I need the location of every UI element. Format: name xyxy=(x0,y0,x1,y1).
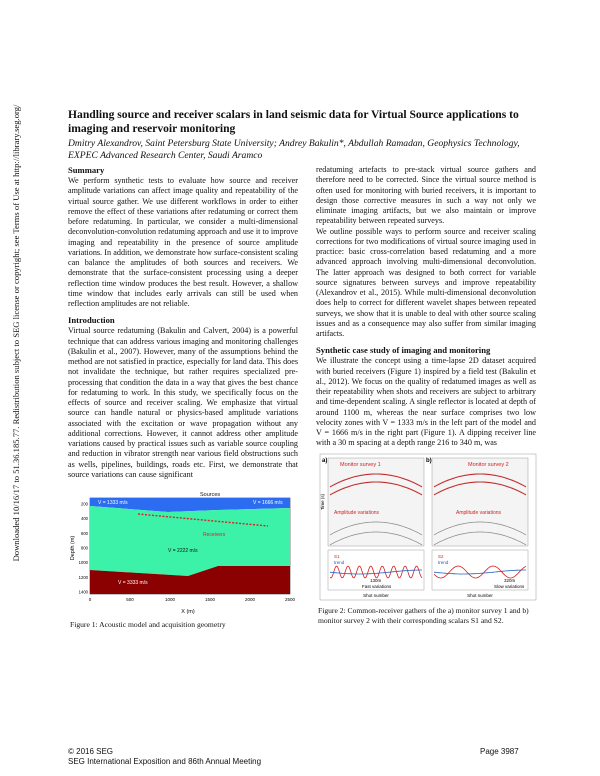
meeting-name: SEG International Exposition and 86th Annual Meeting xyxy=(68,757,262,766)
x-tick-label: 1500 xyxy=(204,597,216,602)
v-left-label: V = 1333 m/s xyxy=(98,500,128,506)
synthetic-heading: Synthetic case study of imaging and monitoring xyxy=(316,345,491,356)
download-notice-text: Downloaded 10/16/17 to 51.36.185.77. Redistribution subject to SEG license or copyright; see Terms of Use at http://library.seg.org/ xyxy=(11,104,21,562)
footer-left xyxy=(68,747,261,767)
figure-1-caption: Figure 1: Acoustic model and acquisition geometry xyxy=(70,620,226,629)
y-axis-label: Depth (m) xyxy=(70,535,76,561)
y-tick-label: 1200 xyxy=(78,574,88,580)
panel-a-label: a) xyxy=(322,458,328,464)
amp-variations-right: Amplitude variations xyxy=(456,510,502,516)
x-tick-label: 1000 xyxy=(164,597,176,602)
x-axis-label: X (m) xyxy=(181,609,195,615)
introduction-text: Virtual source redatuming (Bakulin and Calvert, 2004) is a powerful technique that can address various imaging and monitoring challenges (Bakulin et al., 2007). However, many of the assumptions behind the method are not satisfied in practice, especially for land data. This does not invalidate the technique, but rather requires specialized pre-processing that condition the data in a way that gives the best chance for redatuming to work. In this study, we specifically focus on the effects of source and receiver scaling. We emphasize that virtual source can handle natural or physics-based amplitude variations associated with the excitation or wave propagation without any additional corrections. However, it cannot address other amplitude variations caused by practical issues such as variable source coupling and reduction in vibrator strength near various field obstructions such as wells, pipelines, buildings, roads etc. First, we demonstrate that source variations can cause significant xyxy=(68,326,298,479)
introduction-heading: Introduction xyxy=(68,315,115,326)
legend-s1: S1 xyxy=(334,554,340,559)
fast-distance: 130m xyxy=(370,578,382,583)
legend-trend-left: trend xyxy=(334,560,345,565)
v-bottom-label: V = 3333 m/s xyxy=(118,580,148,586)
y-ticks xyxy=(79,502,89,595)
gather-right-panel xyxy=(432,458,528,546)
monitor-1-title: Monitor survey 1 xyxy=(340,462,381,468)
monitor-2-title: Monitor survey 2 xyxy=(468,462,509,468)
gather-left-panel xyxy=(328,458,424,546)
x-tick-label: 2000 xyxy=(244,597,256,602)
v-mid-label: V = 2222 m/s xyxy=(168,548,198,554)
x-label-left: Shot number xyxy=(363,593,389,598)
summary-heading: Summary xyxy=(68,165,105,175)
left-column xyxy=(68,165,298,480)
x-tick-label: 500 xyxy=(126,597,134,602)
right-paragraph-2: We outline possible ways to perform source and receiver scaling corrections for two modifications of virtual source imaging used in practice: basic cross-correlation based redatuming and a more advanced approach involving multi-dimensional deconvolution. The latter approach was designed to both correct for variable source signatures between surveys and improve repeatability (Alexandrov et al., 2015). While multi-dimensional deconvolution does help to correct for different wavelet shapes between repeated surveys, we show that it is unable to deal with other source scaling issues and as a consequence may also suffer from similar imaging artifacts. xyxy=(316,226,536,338)
middle-layer xyxy=(90,506,290,576)
time-axis-label: Time (s) xyxy=(320,493,325,511)
y-tick-label: 1000 xyxy=(78,560,88,566)
receivers-label: Receivers xyxy=(203,532,226,538)
copyright: © 2016 SEG xyxy=(68,747,114,756)
figure-1-acoustic-model xyxy=(68,492,298,616)
y-tick-label: 600 xyxy=(81,530,88,536)
author-list: Dmitry Alexandrov, Saint Petersburg State University; Andrey Bakulin*, Abdullah Ramadan, Geophysics Technology, EXPEC Advanced Research Center, Saudi Aramco xyxy=(68,138,520,161)
v-right-label: V = 1666 m/s xyxy=(253,500,283,506)
y-tick-label: 200 xyxy=(81,501,88,507)
slow-distance: 320m xyxy=(504,578,516,583)
x-label-right: Shot number xyxy=(467,593,493,598)
y-tick-label: 1400 xyxy=(78,589,88,595)
slow-label: Slow variations xyxy=(494,584,525,589)
x-tick-label: 0 xyxy=(88,597,92,602)
paper-title: Handling source and receiver scalars in land seismic data for Virtual Source applications to imaging and reservoir monitoring xyxy=(68,108,519,135)
summary-text: We perform synthetic tests to evaluate how source and receiver amplitude variations can affect image quality and repeatability of the virtual source gather. We use different workflows in order to either remove the effect of these variations after redatuming or correct them before redatuming. In particular, we consider a multi-dimensional deconvolution-convolution redatuming approach and use it to improve imaging and repeatability in the presence of source amplitude variations. In addition, we demonstrate how surface-consistent scaling can balance the amplitudes of both sources and receivers. We demonstrate that the surface-consistent processing using a deeper reflection time window produces the best result. However, a shallow time window that includes early arrivals can still be used when reflection amplitudes are not reliable. xyxy=(68,176,298,308)
right-column xyxy=(316,165,536,449)
panel-b-label: b) xyxy=(426,458,432,464)
x-ticks xyxy=(89,597,296,602)
fast-label: Fast variations xyxy=(362,584,392,589)
x-tick-label: 2500 xyxy=(284,597,296,602)
legend-trend-right: trend xyxy=(438,560,449,565)
download-notice xyxy=(4,60,21,620)
sources-label: Sources xyxy=(200,492,221,498)
page-number: Page 3987 xyxy=(480,747,519,756)
figure-2-gathers xyxy=(318,452,538,602)
y-tick-label: 400 xyxy=(81,516,88,522)
right-paragraph-1: redatuming artefacts to pre-stack virtual source gathers and therefore need to be corrected. Since the virtual source method is often used for monitoring with buried receivers, it is important to design those corrective measures in such a way not only we eliminate imaging artifacts, but we also maintain or improve repeatability between repeated surveys. xyxy=(316,165,536,226)
figure-2-caption: Figure 2: Common-receiver gathers of the a) monitor survey 1 and b) monitor survey 2 with their corresponding scalars S1 and S2. xyxy=(318,606,529,625)
y-tick-label: 800 xyxy=(81,545,88,551)
amp-variations-left: Amplitude variations xyxy=(334,510,380,516)
legend-s2: S2 xyxy=(438,554,444,559)
right-paragraph-3: We illustrate the concept using a time-lapse 2D dataset acquired with buried receivers (Figure 1) inspired by a field test (Bakulin et al., 2012). We focus on the quality of redatumed images as well as their repeatability when shots and receivers are subject to arbitrary and time-dependent scaling. A single reflector is located at depth of around 1100 m, whereas the near surface comprises two low velocity zones with V = 1333 m/s in the left part of the model and V = 1666 m/s in the right part (Figure 1). A dipping receiver line with a 30 m spacing at a depth range 216 to 340 m, was xyxy=(316,356,536,448)
